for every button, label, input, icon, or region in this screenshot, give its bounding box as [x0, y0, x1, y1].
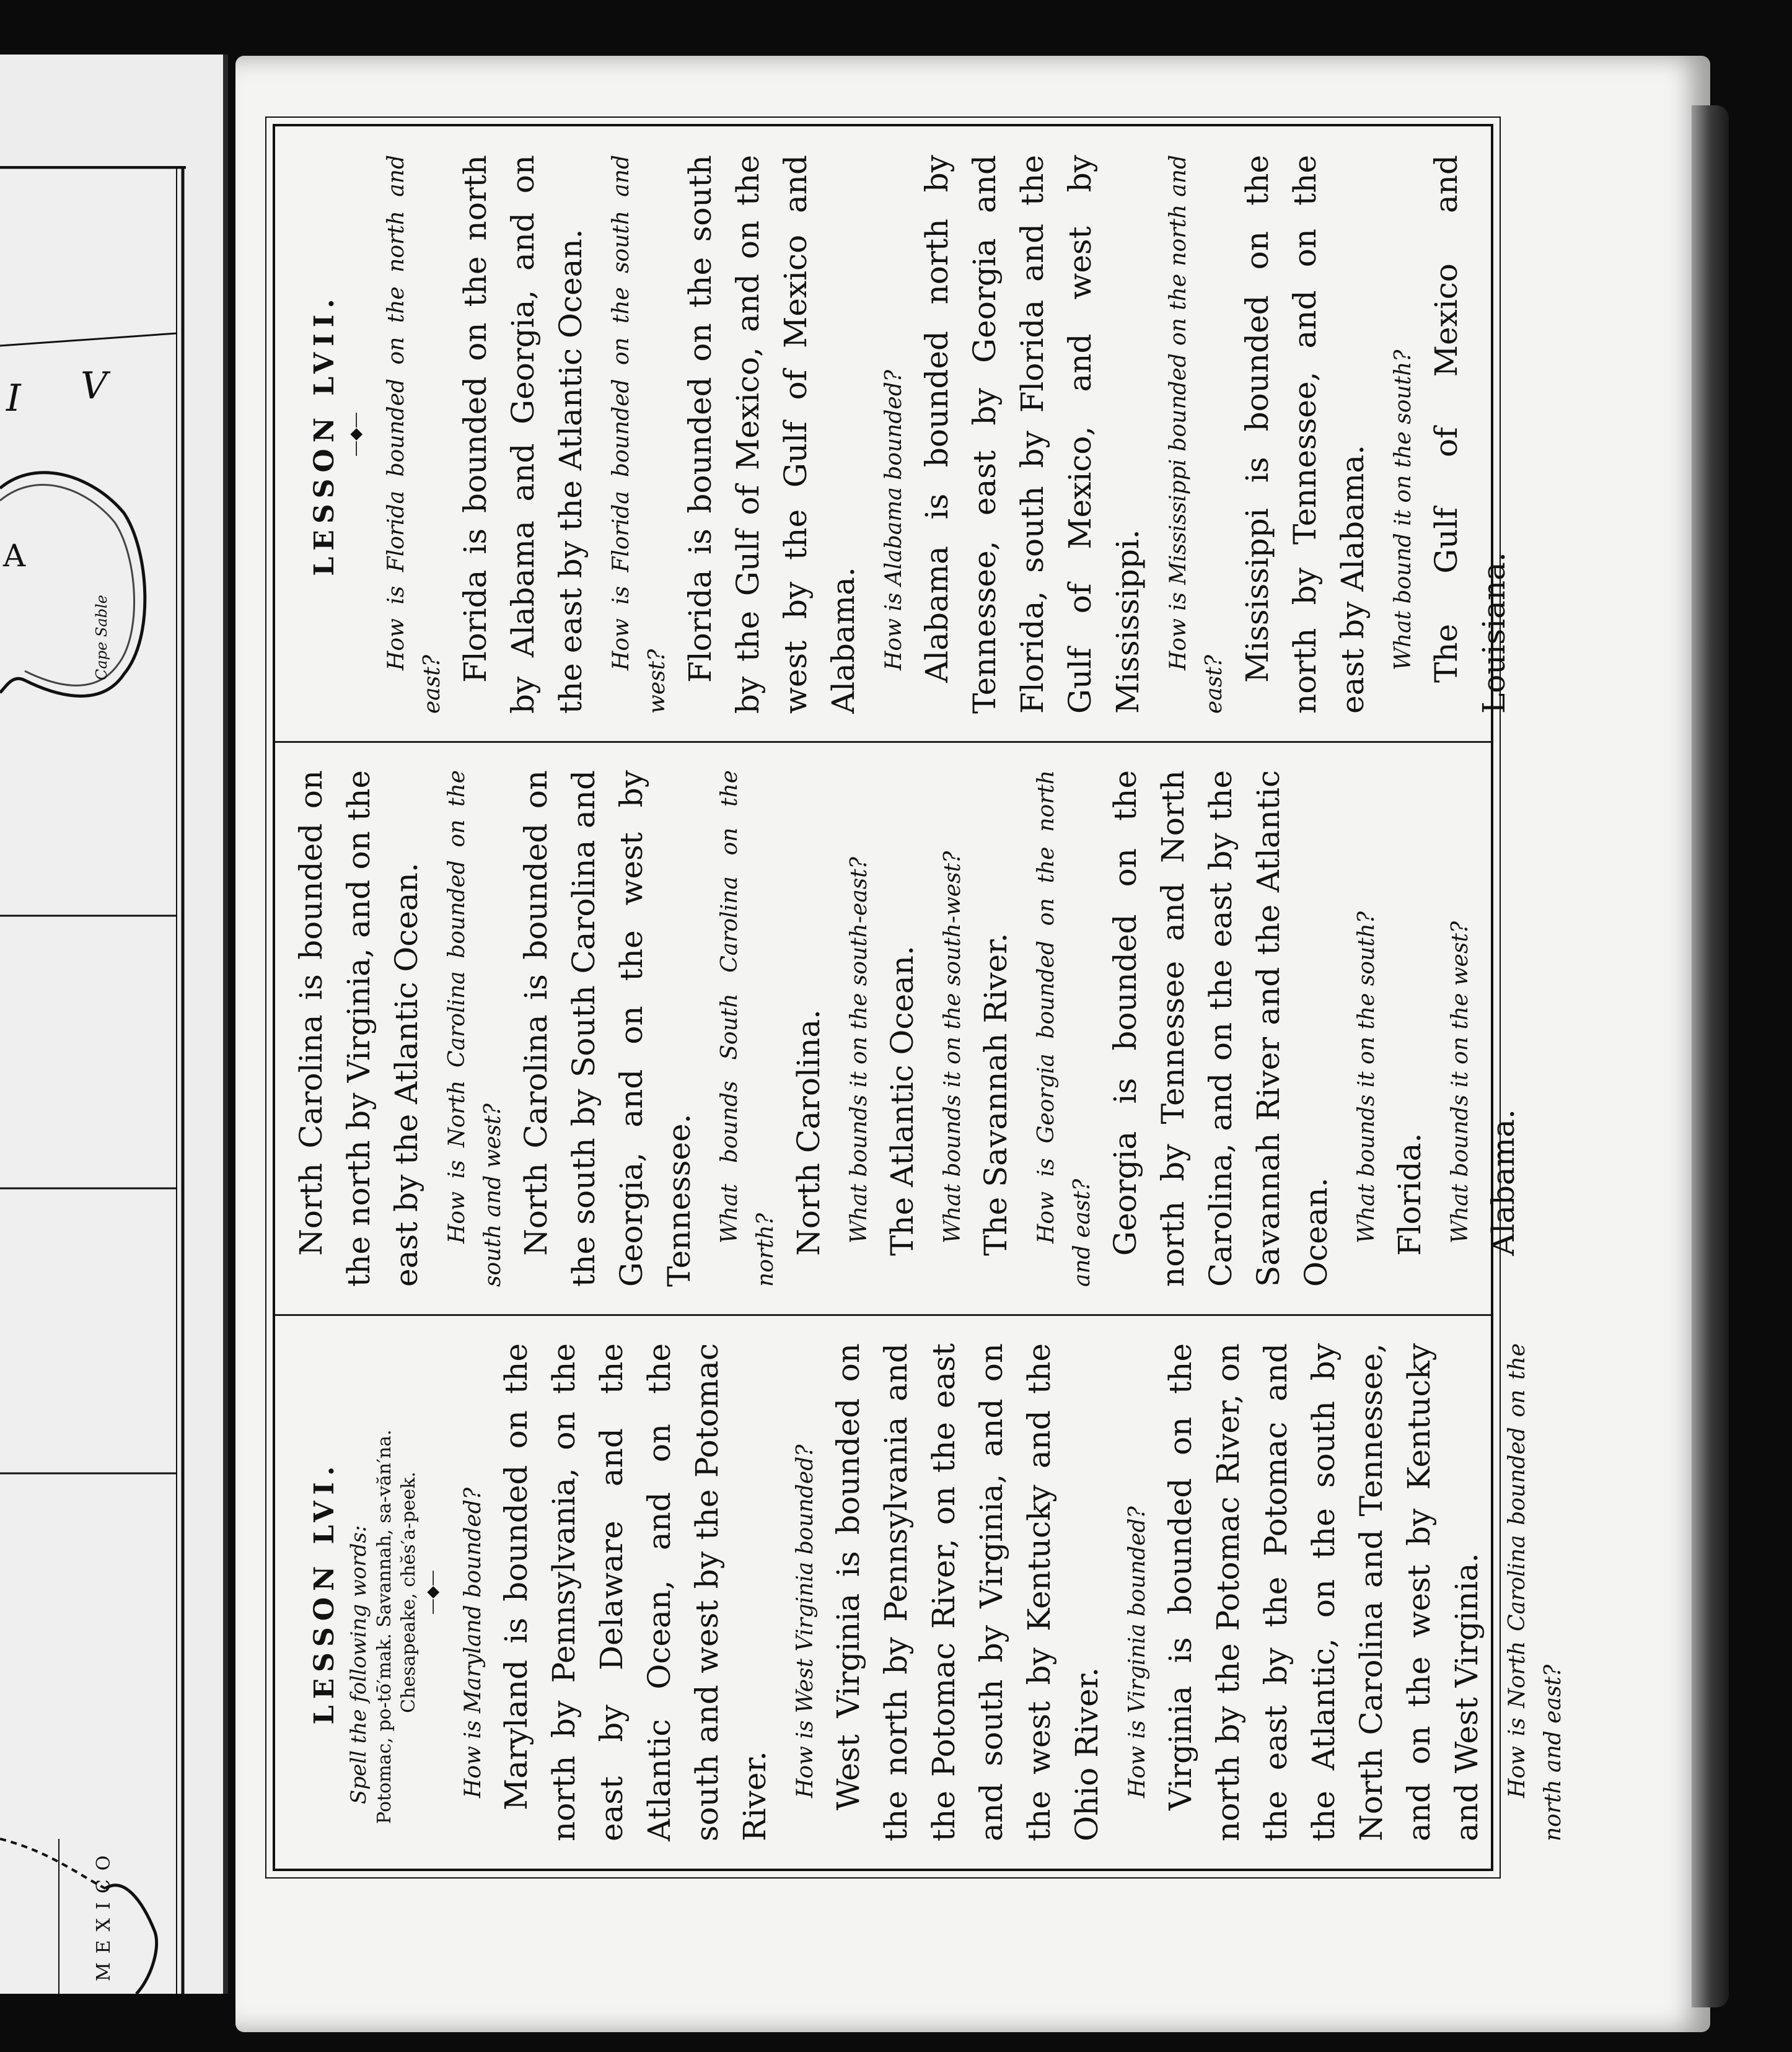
answer-north-carolina-south-west: North Carolina is bounded on the south by South Carolina and Georgia, and on the west by Tennessee. — [518, 770, 697, 1287]
question-georgia-south: What bounds it on the south? — [1354, 911, 1379, 1243]
map-label-letter-3: A — [3, 538, 26, 574]
answer-maryland: Maryland is bounded on the north by Pennsylvania, on the east by Delaware and the Atlantic Ocean, and on the south and west by the Potomac River. — [498, 1343, 773, 1841]
ornament-divider: —◆— — [423, 1570, 442, 1615]
lesson-56-title: LESSON LVI. — [309, 1460, 340, 1725]
question-mississippi-north-east: How is Mississippi bounded on the north and east? — [1166, 155, 1227, 714]
map-drawing — [0, 166, 186, 1994]
column-lesson-57 — [275, 128, 1512, 741]
map-of-florida-and-gulf — [0, 166, 186, 1994]
question-florida-south-west: How is Florida bounded on the south and west? — [608, 155, 670, 714]
book-edge — [1692, 105, 1729, 2007]
answer-georgia-south: Florida. — [1392, 1133, 1428, 1256]
answer-west-virginia: West Virginia is bounded on the north by Pennsylvania and the Potomac River, on the east and south by Virginia, and on the west by Kentucky and the Ohio River. — [830, 1343, 1105, 1841]
question-west-virginia: How is West Virginia bounded? — [793, 1444, 818, 1798]
answer-north-carolina-north-east: North Carolina is bounded on the north by Virginia, and on the east by the Atlantic Ocean. — [293, 770, 424, 1287]
answer-south-carolina-south-east: The Atlantic Ocean. — [884, 945, 920, 1256]
question-georgia-north-east: How is Georgia bounded on the north and east? — [1034, 770, 1095, 1287]
question-north-carolina-north-east: How is North Carolina bounded on the north and east? — [1504, 1343, 1566, 1841]
answer-mississippi-south: The Gulf of Mexico and Louisiana. — [1428, 155, 1512, 714]
question-south-carolina-north: What bounds South Carolina on the north? — [717, 770, 778, 1287]
spelling-line-1: Potomac, po-tō′mak. Savannah, sa-văn′na. — [374, 1429, 395, 1824]
lesson-text-frame — [273, 124, 1566, 1871]
column-lesson-56 — [275, 1314, 1566, 1869]
question-south-carolina-south-west: What bounds it on the south-west? — [940, 851, 965, 1243]
question-maryland: How is Maryland bounded? — [460, 1487, 486, 1798]
column-lesson-56-continued — [275, 741, 1521, 1314]
question-alabama: How is Alabama bounded? — [881, 369, 907, 670]
left-page-map-fragment — [0, 55, 228, 1994]
answer-florida-north-east: Florida is bounded on the north by Alabama and Georgia, and on the east by the Atlantic Ocean. — [457, 155, 589, 714]
answer-virginia: Virginia is bounded on the north by the Potomac River, on the east by the Potomac and the Atlantic, on the south by North Carolina and Tennessee, and on the west by Kentucky and West Virginia. — [1162, 1343, 1485, 1841]
answer-mississippi-north-east: Mississippi is bounded on the north by Tennessee, and on the east by Alabama. — [1239, 155, 1371, 714]
map-label-gulf-of-mexico: MEXICO — [93, 1846, 115, 1981]
map-label-cape-sable: Cape Sable — [93, 595, 110, 680]
question-virginia: How is Virginia bounded? — [1125, 1506, 1150, 1798]
answer-florida-south-west: Florida is bounded on the south by the Gulf of Mexico, and on the west by the Gulf of Mexico and Alabama. — [682, 155, 861, 714]
answer-georgia-west: Alabama. — [1485, 1109, 1521, 1256]
answer-south-carolina-south-west: The Savannah River. — [978, 932, 1014, 1256]
ornament-divider: —◆— — [346, 412, 365, 457]
question-north-carolina-south-west: How is North Carolina bounded on the south and west? — [444, 770, 506, 1287]
map-label-letter-1: I — [6, 377, 21, 420]
answer-georgia-north-east: Georgia is bounded on the north by Tennessee and North Carolina, and on the east by the Savannah River and the Atlantic Ocean. — [1107, 770, 1334, 1287]
answer-alabama: Alabama is bounded north by Tennessee, east by Georgia and Florida, south by Florida and the Gulf of Mexico, and west by Mississippi. — [919, 155, 1146, 714]
map-label-letter-2: V — [81, 364, 108, 408]
answer-south-carolina-north: North Carolina. — [791, 1009, 827, 1256]
question-georgia-west: What bounds it on the west? — [1447, 921, 1473, 1243]
question-south-carolina-south-east: What bounds it on the south-east? — [846, 857, 872, 1243]
spelling-line-2: Chesapeake, chĕs′a-peek. — [398, 1471, 419, 1713]
question-florida-north-east: How is Florida bounded on the north and east? — [384, 155, 445, 714]
spelling-heading: Spell the following words: — [346, 1525, 371, 1804]
question-mississippi-south: What bound it on the south? — [1390, 349, 1416, 670]
lesson-57-title: LESSON LVII. — [309, 292, 340, 576]
